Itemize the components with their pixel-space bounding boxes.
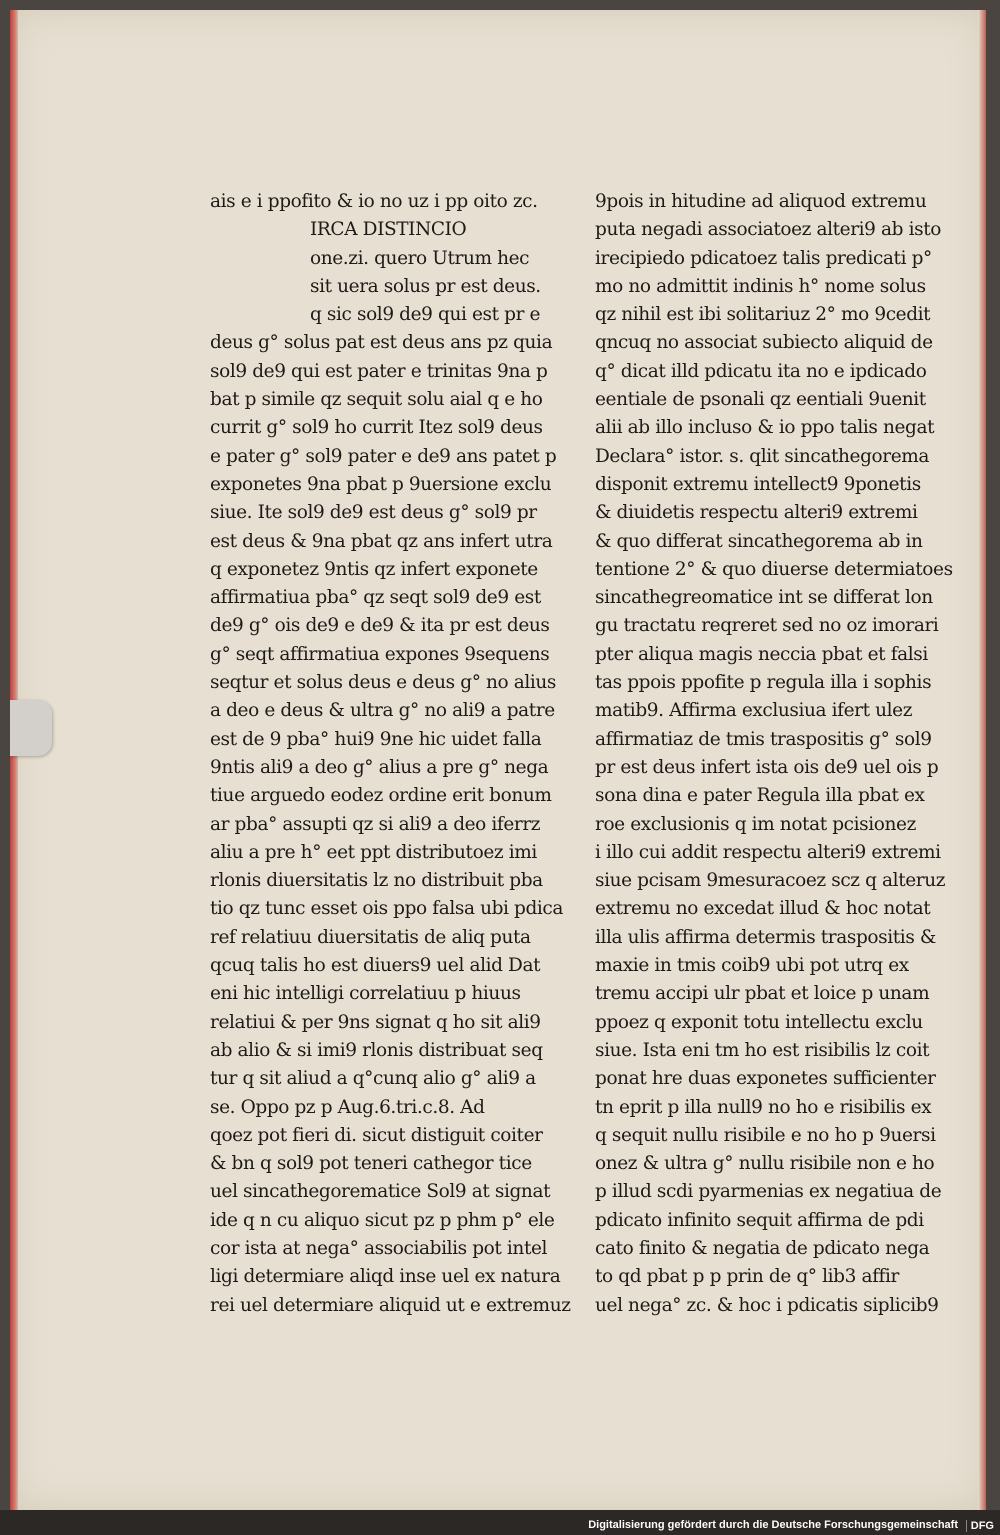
- text-line: pr est deus infert ista ois de9 uel ois p: [595, 756, 939, 778]
- text-line: ligi determiare aliqd inse uel ex natura: [210, 1266, 561, 1288]
- text-line: bat p simile qz sequit solu aial q e ho: [210, 389, 543, 411]
- text-line: sincathegreomatice int se differat lon: [595, 587, 933, 609]
- text-line: aliu a pre h° eet ppt distributoez imi: [210, 841, 537, 863]
- text-line: siue. Ista eni tm ho est risibilis lz coit: [595, 1039, 930, 1061]
- text-column-left: [210, 188, 571, 1320]
- text-line: qncuq no associat subiecto aliquid de: [595, 332, 933, 354]
- book-page: [10, 10, 986, 1510]
- text-line: siue pcisam 9mesuracoez scz q alteruz: [595, 870, 946, 892]
- text-line: ide q n cu aliquo sicut pz p phm p° ele: [210, 1209, 555, 1231]
- text-line: i illo cui addit respectu alteri9 extremi: [595, 841, 941, 863]
- text-line: onez & ultra g° nullu risibile non e ho: [595, 1153, 935, 1175]
- text-line: a deo e deus & ultra g° no ali9 a patre: [210, 700, 555, 722]
- text-line: sit uera solus pr est deus.: [310, 275, 541, 297]
- text-line: sona dina e pater Regula illa pbat ex: [595, 785, 925, 807]
- text-line: q sequit nullu risibile e no ho p 9uersi: [595, 1124, 936, 1146]
- text-line: ppoez q exponit totu intellectu exclu: [595, 1011, 923, 1033]
- text-line: disponit extremu intellect9 9ponetis: [595, 473, 921, 495]
- text-line: extremu no excedat illud & hoc notat: [595, 898, 931, 920]
- text-line: q exponetez 9ntis qz infert exponete: [210, 558, 538, 580]
- text-line: est deus & 9na pbat qz ans infert utra: [210, 530, 553, 552]
- text-line: cato finito & negatia de pdicato nega: [595, 1237, 930, 1259]
- text-line: relatiui & per 9ns signat q ho sit ali9: [210, 1011, 541, 1033]
- text-line: rei uel determiare aliquid ut e extremuz: [210, 1294, 571, 1316]
- text-line: Declara° istor. s. qlit sincathegorema: [595, 445, 930, 467]
- text-line: siue. Ite sol9 de9 est deus g° sol9 pr: [210, 502, 537, 524]
- text-line: seqtur et solus deus e deus g° no alius: [210, 672, 557, 694]
- text-line: ar pba° assupti qz si ali9 a deo iferrz: [210, 813, 541, 835]
- dfg-logo-icon: DFG: [966, 1520, 994, 1532]
- text-line: tur q sit aliud a q°cunq alio g° ali9 a: [210, 1068, 536, 1090]
- text-line: cor ista at nega° associabilis pot intel: [210, 1237, 548, 1259]
- text-line: qcuq talis ho est diuers9 uel alid Dat: [210, 955, 541, 977]
- text-line: rlonis diuersitatis lz no distribuit pba: [210, 870, 543, 892]
- text-line: to qd pbat p p prin de q° lib3 affir: [595, 1266, 899, 1288]
- text-line: tio qz tunc esset ois ppo falsa ubi pdica: [210, 898, 564, 920]
- text-line: 9pois in hitudine ad aliquod extremu: [595, 191, 927, 212]
- text-line: matib9. Affirma exclusiua ifert ulez: [595, 700, 913, 722]
- text-line: e pater g° sol9 pater e de9 ans patet p: [210, 445, 557, 467]
- text-line: tiue arguedo eodez ordine erit bonum: [210, 785, 552, 807]
- text-line: ponat hre duas exponetes sufficienter: [595, 1068, 936, 1090]
- text-line: uel sincathegorematice Sol9 at signat: [210, 1181, 551, 1203]
- text-line: p illud scdi pyarmenias ex negatiua de: [595, 1181, 942, 1203]
- text-line: deus g° solus pat est deus ans pz quia: [210, 332, 553, 354]
- text-line: 9ntis ali9 a deo g° alius a pre g° nega: [210, 756, 549, 778]
- text-line: gu tractatu reqreret sed no oz imorari: [595, 615, 939, 637]
- text-line: qz nihil est ibi solitariuz 2° mo 9cedit: [595, 304, 931, 326]
- text-line: maxie in tmis coib9 ubi pot utrq ex: [595, 955, 909, 977]
- text-line: IRCA DISTINCIO: [310, 219, 467, 241]
- text-line: puta negadi associatoez alteri9 ab isto: [595, 219, 941, 241]
- text-line: ais e i ppofito & io no uz i pp oito zc.: [210, 191, 538, 212]
- text-line: illa ulis affirma determis traspositis &: [595, 926, 936, 948]
- footer-credit: Digitalisierung gefördert durch die Deutsche Forschungsgemeinschaft: [588, 1519, 958, 1531]
- text-line: tentione 2° & quo diuerse determiatoes: [595, 558, 953, 580]
- text-line: ref relatiuu diuersitatis de aliq puta: [210, 926, 531, 948]
- text-line: q° dicat illd pdicatu ita no e ipdicado: [595, 360, 927, 382]
- text-line: tas ppois ppofite p regula illa i sophis: [595, 672, 932, 694]
- text-line: & bn q sol9 pot teneri cathegor tice: [210, 1153, 532, 1175]
- text-line: de9 g° ois de9 e de9 & ita pr est deus: [210, 615, 550, 637]
- text-line: one.zi. quero Utrum hec: [310, 247, 530, 269]
- text-line: g° seqt affirmatiua expones 9sequens: [210, 643, 550, 665]
- text-line: tn eprit p illa null9 no ho e risibilis ex: [595, 1096, 932, 1118]
- text-line: pdicato infinito sequit affirma de pdi: [595, 1209, 924, 1231]
- text-line: tremu accipi ulr pbat et loice p unam: [595, 983, 930, 1005]
- text-line: currit g° sol9 ho currit Itez sol9 deus: [210, 417, 543, 439]
- text-line: irecipiedo pdicatoez talis predicati p°: [595, 247, 932, 269]
- page-edge-right: [978, 10, 986, 1510]
- text-line: & quo differat sincathegorema ab in: [595, 530, 923, 552]
- text-line: alii ab illo incluso & io ppo talis negat: [595, 417, 935, 439]
- text-line: roe exclusionis q im notat pcisionez: [595, 813, 916, 835]
- text-line: exponetes 9na pbat p 9uersione exclu: [210, 473, 552, 495]
- text-line: eni hic intelligi correlatiuu p hiuus: [210, 983, 521, 1005]
- text-line: sol9 de9 qui est pater e trinitas 9na p: [210, 360, 548, 382]
- footer-bar: [0, 1510, 1000, 1535]
- page-edge-left: [10, 10, 18, 1510]
- text-column-right: [595, 188, 953, 1320]
- text-line: mo no admittit indinis h° nome solus: [595, 275, 926, 297]
- text-line: qoez pot fieri di. sicut distiguit coiter: [210, 1124, 543, 1146]
- text-line: q sic sol9 de9 qui est pr e: [310, 304, 541, 326]
- page-clip-tab: [10, 700, 52, 756]
- text-line: & diuidetis respectu alteri9 extremi: [595, 502, 918, 524]
- text-line: uel nega° zc. & hoc i pdicatis siplicib9: [595, 1294, 939, 1316]
- text-line: est de 9 pba° hui9 9ne hic uidet falla: [210, 728, 542, 750]
- text-line: affirmatiaz de tmis traspositis g° sol9: [595, 728, 932, 750]
- text-line: eentiale de psonali qz eentiali 9uenit: [595, 389, 926, 411]
- text-line: se. Oppo pz p Aug.6.tri.c.8. Ad: [210, 1096, 485, 1118]
- text-line: affirmatiua pba° qz seqt sol9 de9 est: [210, 587, 541, 609]
- text-line: ab alio & si imi9 rlonis distribuat seq: [210, 1039, 543, 1061]
- text-line: pter aliqua magis neccia pbat et falsi: [595, 643, 928, 665]
